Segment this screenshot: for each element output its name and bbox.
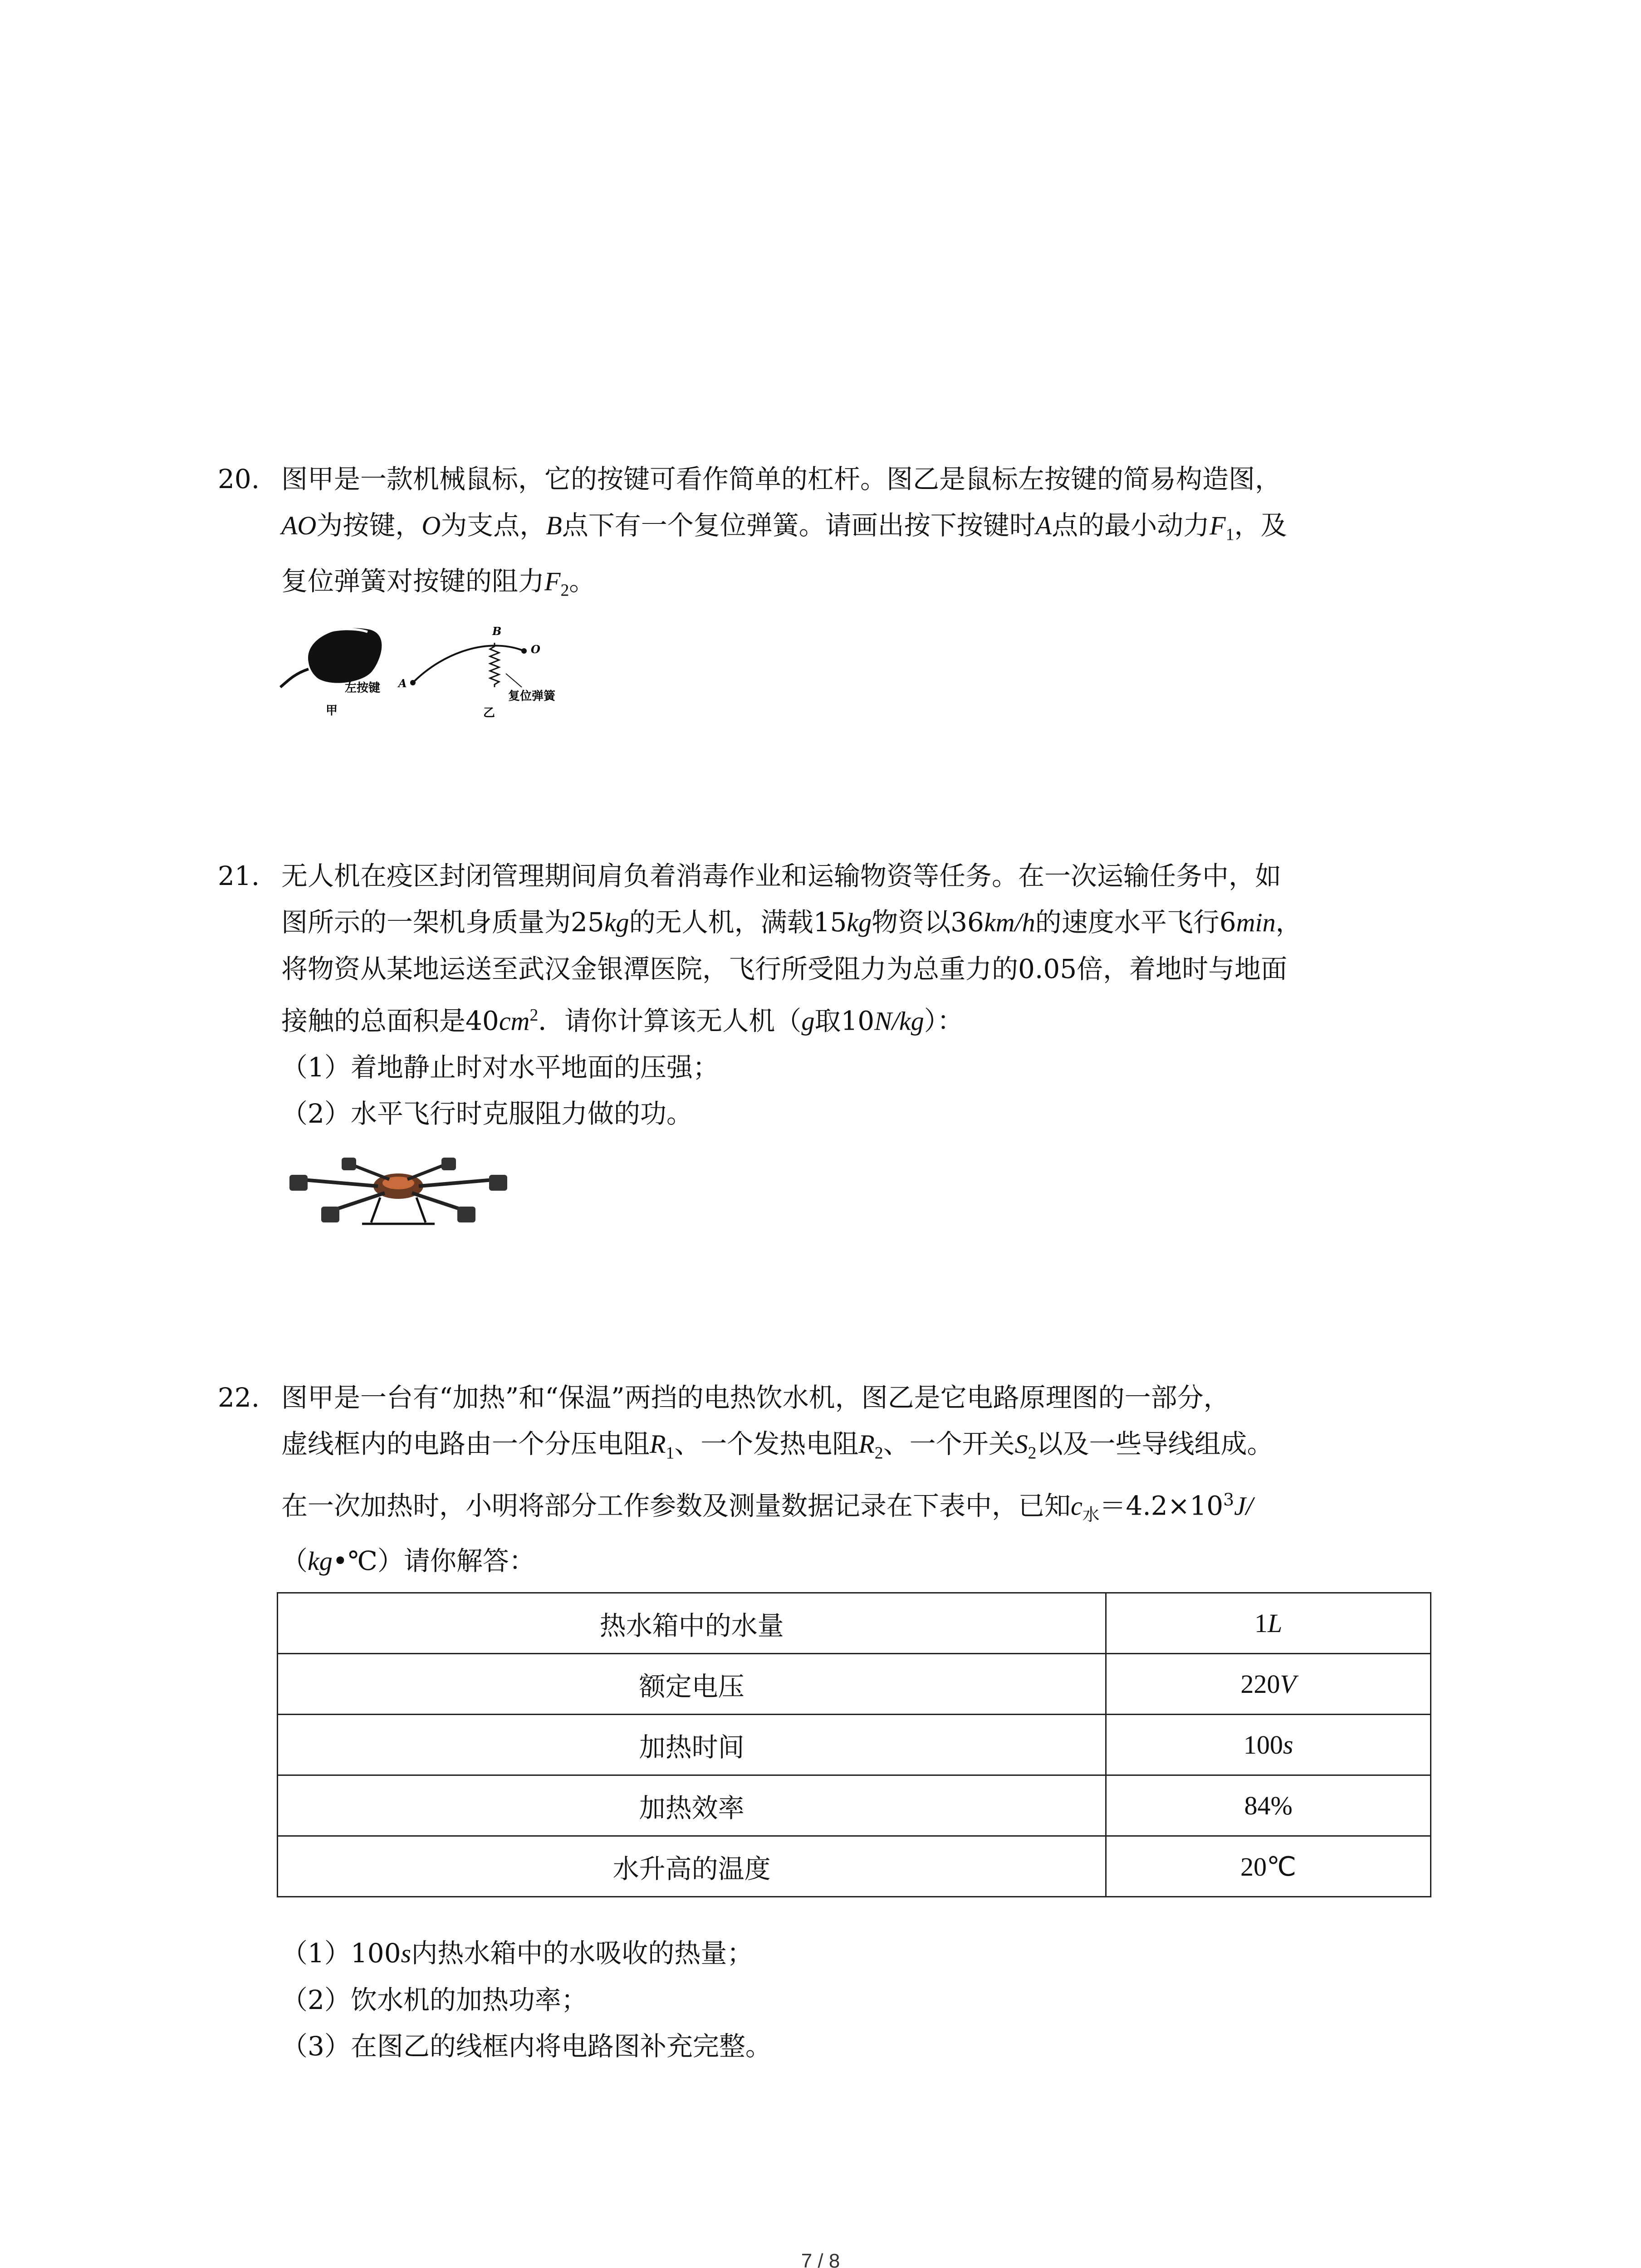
q22-number: 22.: [218, 1382, 260, 1413]
q21-line-4: 接触的总面积是$40cm^2$．请你计算该无人机（g取10N/kg）：: [281, 1005, 964, 1036]
table-cell-value: 20℃: [1106, 1836, 1431, 1897]
question-21: [218, 853, 1479, 1137]
point-A: [410, 680, 416, 685]
table-cell-value: 1L: [1106, 1593, 1431, 1654]
q21-sub-2: （2）水平飞行时克服阻力做的功。: [281, 1098, 693, 1129]
table-cell-key: 加热效率: [278, 1775, 1106, 1836]
q20-line-2: AO为按键，O为支点，B点下有一个复位弹簧。请画出按下按键时A点的最小动力$F_1$，及: [281, 510, 1287, 544]
table-row: [278, 1593, 1431, 1654]
drone-figure: [280, 1143, 516, 1234]
q21-line-1: 21. 无人机在疫区封闭管理期间肩负着消毒作业和运输物资等任务。在一次运输任务中，如: [218, 853, 1479, 899]
table-cell-value: 84%: [1106, 1775, 1431, 1836]
label-yi: 乙: [483, 706, 495, 720]
label-A: A: [398, 677, 407, 690]
q20-number: 20.: [218, 464, 260, 494]
spring-icon: [490, 643, 499, 687]
q22-line-2: 虚线框内的电路由一个分压电阻$R_1$、一个发热电阻$R_2$、一个开关$S_2$以及一些导线组成。: [281, 1428, 1274, 1463]
q22-subquestions: [218, 1930, 1479, 2069]
label-B: B: [492, 625, 502, 638]
point-O: [521, 648, 527, 654]
question-22: [218, 1374, 1479, 1584]
q22-line-1: 22. 图甲是一台有“加热”和“保温”两挡的电热饮水机，图乙是它电路原理图的一部分，: [218, 1374, 1479, 1421]
table-cell-value: 220V: [1106, 1654, 1431, 1715]
mouse-icon: [280, 628, 382, 687]
table-cell-key: 加热时间: [278, 1715, 1106, 1775]
label-left-button: 左按键: [345, 681, 381, 695]
q21-line-2: 图所示的一架机身质量为25kg的无人机，满载15kg物资以36km/h的速度水平飞行6min，: [281, 907, 1302, 938]
table-row: [278, 1775, 1431, 1836]
drone-icon: [289, 1158, 507, 1224]
q20-line-3: 复位弹簧对按键的阻力$F_2$。: [281, 565, 596, 600]
q21-number: 21.: [218, 860, 260, 891]
page-number: 7 / 8: [801, 2250, 840, 2268]
lever-arc: [413, 645, 524, 683]
q21-line-3: 将物资从某地运送至武汉金银潭医院，飞行所受阻力为总重力的0.05倍，着地时与地面: [281, 953, 1288, 984]
table-cell-key: 额定电压: [278, 1654, 1106, 1715]
table-row: [278, 1715, 1431, 1775]
q21-sub-1: （1）着地静止时对水平地面的压强；: [281, 1052, 719, 1083]
label-spring: 复位弹簧: [508, 689, 556, 703]
q22-sub-2: （2）饮水机的加热功率；: [281, 1984, 588, 2015]
table-row: [278, 1836, 1431, 1897]
table-row: [278, 1654, 1431, 1715]
q22-line-3: 在一次加热时，小明将部分工作参数及测量数据记录在下表中，已知$c_水=4.2\times 10^3J/$: [281, 1489, 1253, 1525]
label-O: O: [531, 643, 540, 656]
table-cell-key: 热水箱中的水量: [278, 1593, 1106, 1654]
label-jia: 甲: [326, 704, 338, 718]
q22-sub-3: （3）在图乙的线框内将电路图补充完整。: [281, 2031, 772, 2062]
parameter-table: [277, 1592, 1431, 1897]
q22-sub-1: （1）100s内热水箱中的水吸收的热量；: [281, 1938, 754, 1969]
table-cell-value: 100s: [1106, 1715, 1431, 1775]
q20-figure-mouse-lever: [277, 619, 622, 723]
q20-line-1: 20. 图甲是一款机械鼠标，它的按键可看作简单的杠杆。图乙是鼠标左按键的简易构造图，: [218, 456, 1479, 502]
question-20: [218, 456, 1479, 613]
table-cell-key: 水升高的温度: [278, 1836, 1106, 1897]
q22-line-4: （kg•℃）请你解答：: [281, 1545, 535, 1576]
